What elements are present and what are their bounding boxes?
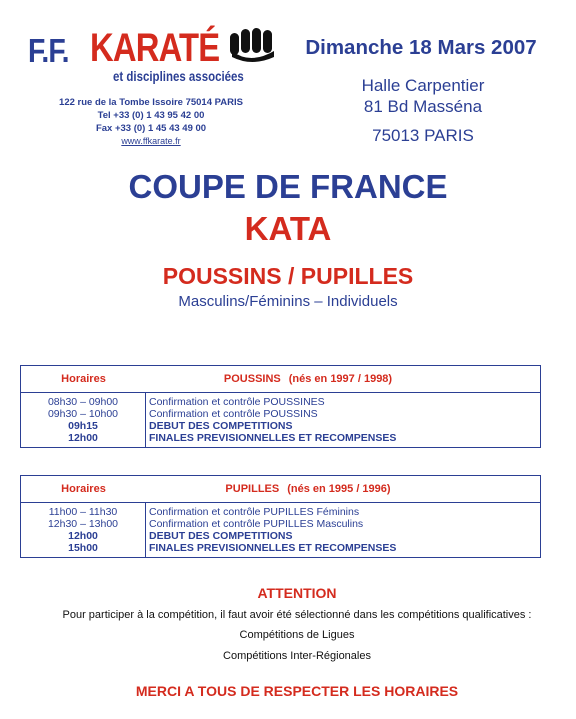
page-title: COUPE DE FRANCE [128, 168, 448, 205]
schedule-header [21, 476, 540, 502]
table-row-time: 12h00 [68, 530, 98, 542]
group-birth-years: (nés en 1995 / 1996) [287, 483, 391, 495]
table-row-activity: Confirmation et contrôle PUPILLES Féminins [149, 506, 360, 518]
attention-text: Pour participer à la compétition, il faut avoir été sélectionné dans les compétitions qualificatives : [62, 609, 532, 621]
time-header: Horaires [61, 483, 106, 495]
table-row-time: 15h00 [68, 542, 98, 554]
table-row-activity: Confirmation et contrôle POUSSINS [149, 408, 318, 420]
logo-subtitle: et disciplines associées [113, 68, 244, 84]
logo-ff-text: F.F. [28, 32, 69, 69]
address-tel: Tel +33 (0) 1 43 95 42 00 [97, 110, 205, 121]
schedule-body [21, 392, 540, 447]
footer-notice: MERCI A TOUS DE RESPECTER LES HORAIRES [135, 683, 459, 699]
event-venue [318, 75, 528, 146]
table-row-activity: Confirmation et contrôle POUSSINES [149, 396, 325, 408]
schedule-header [21, 366, 540, 392]
group-header [146, 483, 540, 495]
fist-icon [228, 27, 280, 65]
table-row-activity: FINALES PREVISIONNELLES ET RECOMPENSES [149, 432, 397, 444]
group-header [146, 373, 540, 385]
address-fax: Fax +33 (0) 1 45 43 49 00 [95, 123, 207, 134]
logo-karate-text: KARATÉ [90, 26, 220, 70]
ffkarate-logo [28, 26, 278, 92]
table-row-activity: DEBUT DES COMPETITIONS [149, 420, 293, 432]
table-row-time: 12h30 – 13h00 [47, 518, 119, 530]
table-row-time: 08h30 – 09h00 [47, 396, 119, 408]
attention-title: ATTENTION [257, 585, 337, 601]
group-birth-years: (nés en 1997 / 1998) [288, 373, 393, 385]
category-title: POUSSINS / PUPILLES [162, 263, 414, 289]
table-row-activity: Confirmation et contrôle PUPILLES Masculins [149, 518, 364, 530]
discipline-title: KATA [244, 210, 332, 247]
table-row-activity: FINALES PREVISIONNELLES ET RECOMPENSES [149, 542, 397, 554]
schedule-table-poussins [20, 365, 541, 448]
table-row-time: 09h30 – 10h00 [47, 408, 119, 420]
venue-city: 75013 PARIS [372, 126, 474, 145]
table-row-time: 09h15 [68, 420, 98, 432]
time-header: Horaires [61, 373, 106, 385]
schedule-table-pupilles [20, 475, 541, 558]
time-column [21, 503, 146, 557]
group-name: PUPILLES [225, 483, 280, 495]
event-date: Dimanche 18 Mars 2007 [305, 36, 537, 59]
attention-item-ligues: Compétitions de Ligues [239, 629, 355, 641]
attention-item-interregionales: Compétitions Inter-Régionales [223, 650, 371, 662]
venue-name: Halle Carpentier [361, 76, 485, 95]
schedule-body [21, 502, 540, 557]
federation-address [30, 96, 272, 148]
table-row-activity: DEBUT DES COMPETITIONS [149, 530, 293, 542]
website-link[interactable]: www.ffkarate.fr [121, 136, 181, 146]
group-name: POUSSINS [223, 373, 281, 385]
activity-column [146, 393, 540, 447]
subcategory-title: Masculins/Féminins – Individuels [178, 293, 398, 310]
venue-street: 81 Bd Masséna [363, 97, 483, 116]
time-column [21, 393, 146, 447]
address-street: 122 rue de la Tombe Issoire 75014 PARIS [59, 97, 243, 108]
table-row-time: 12h00 [68, 432, 98, 444]
table-row-time: 11h00 – 11h30 [48, 506, 118, 518]
activity-column [146, 503, 540, 557]
